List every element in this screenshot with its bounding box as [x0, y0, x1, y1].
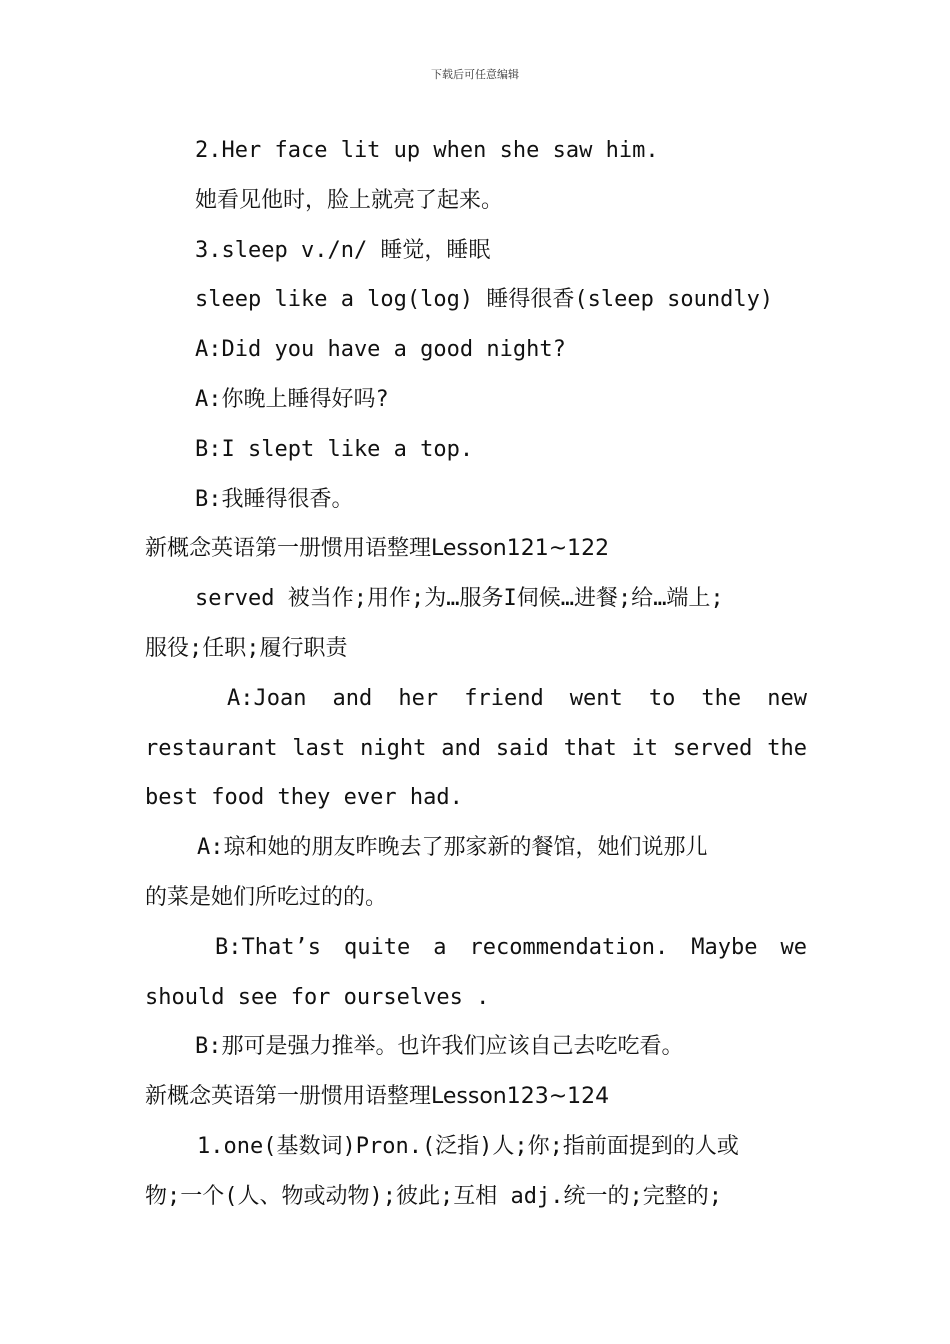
dialog-line-continued: 的菜是她们所吃过的的。: [145, 884, 388, 910]
dialog-line: A:Joan and her friend went to the new: [227, 685, 807, 711]
dialog-line-continued: should see for ourselves .: [145, 984, 490, 1010]
section-heading: 新概念英语第一册惯用语整理Lesson121~122: [145, 536, 610, 562]
dialog-line: B:That’s quite a recommendation. Maybe we: [215, 934, 807, 960]
dialog-line: B:I slept like a top.: [195, 436, 474, 462]
dialog-line: B:那可是强力推举。也许我们应该自己去吃吃看。: [195, 1034, 684, 1060]
dialog-line: B:我睡得很香。: [195, 486, 354, 512]
vocab-entry: served 被当作;用作;为…服务I伺候…进餐;给…端上;: [195, 586, 724, 612]
vocab-entry: 3.sleep v./n/ 睡觉，睡眠: [195, 237, 491, 263]
vocab-entry-continued: 物;一个(人、物或动物);彼此;互相 adj.统一的;完整的;: [145, 1183, 722, 1209]
page-header: 下载后可任意编辑: [431, 68, 519, 81]
document-body: [145, 126, 807, 1222]
dialog-line: A:琼和她的朋友昨晚去了那家新的餐馆，她们说那儿: [197, 835, 708, 861]
dialog-line: A:Did you have a good night?: [195, 337, 566, 363]
vocab-entry-continued: 服役;任职;履行职责: [145, 635, 348, 661]
dialog-line: A:你晚上睡得好吗?: [195, 386, 389, 412]
dialog-line-continued: restaurant last night and said that it served the: [145, 735, 807, 761]
example-sentence-chinese: 她看见他时，脸上就亮了起来。: [195, 187, 504, 213]
dialog-line-continued: best food they ever had.: [145, 785, 463, 811]
idiom-entry: sleep like a log(log) 睡得很香(sleep soundly): [195, 287, 774, 313]
vocab-entry: 1.one(基数词)Pron.(泛指)人;你;指前面提到的人或: [197, 1133, 739, 1159]
example-sentence-english: 2.Her face lit up when she saw him.: [195, 138, 659, 163]
section-heading: 新概念英语第一册惯用语整理Lesson123~124: [145, 1084, 610, 1110]
